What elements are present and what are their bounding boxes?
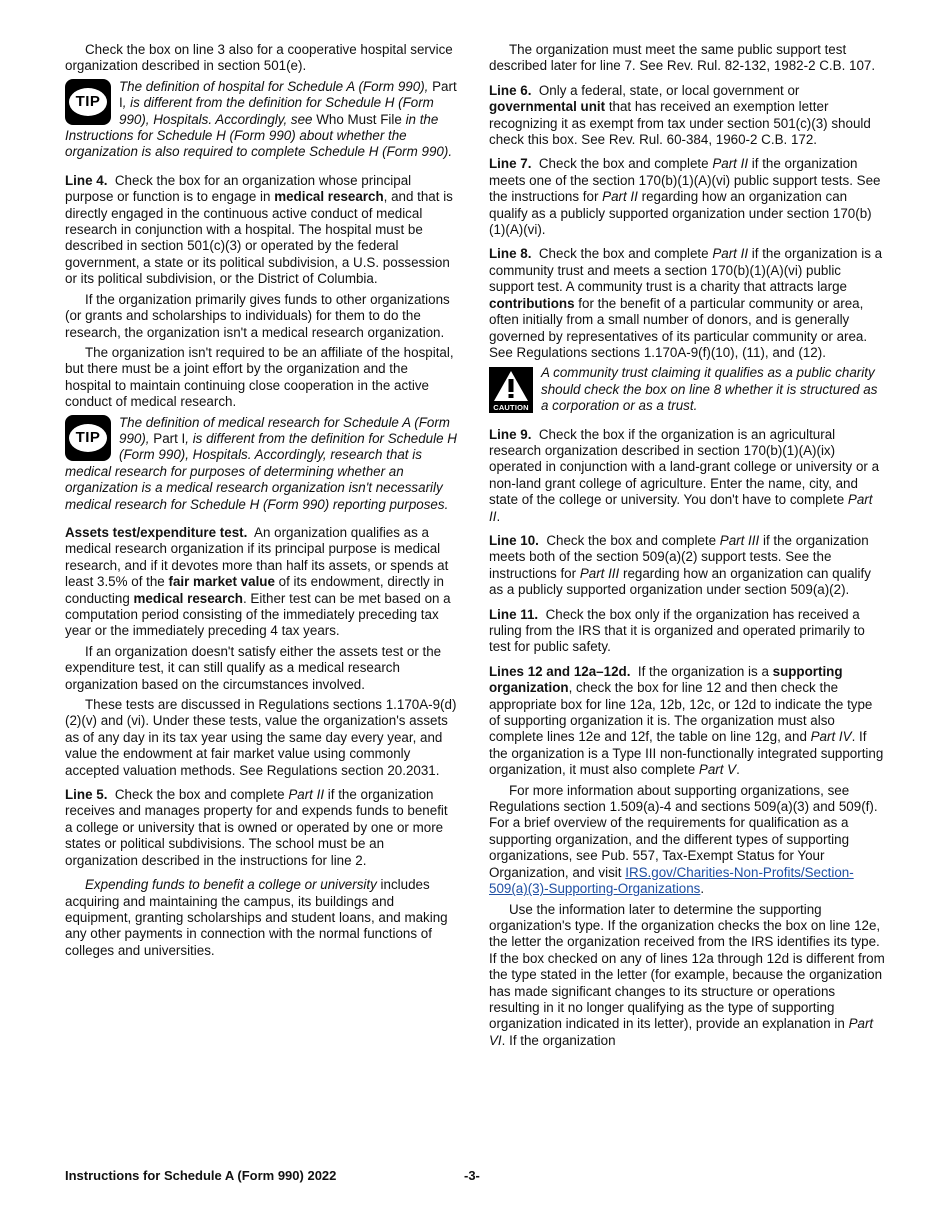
paragraph-line7: Line 7. Check the box and complete Part II if the organization meets one of the section 170(b)(1)(A)(vi) public support tests. See the instructions for Part II regarding how an organization can qualify as a publicly supported organization under section 170(b)(1)(A)(vi). bbox=[489, 156, 881, 238]
paragraph-line3-cooperative: Check the box on line 3 also for a cooperative hospital service organization described in section 501(e). bbox=[65, 42, 453, 74]
paragraph-public-support: The organization must meet the same public support test described later for line 7. See Rev. Rul. 82-132, 1982-2 C.B. 107. bbox=[489, 42, 876, 74]
paragraph-gives-funds: If the organization primarily gives funds to other organizations (or grants and scholarships to individuals) for them to do the research, the organization isn't a medical research organization. bbox=[65, 291, 450, 340]
paragraph-line11: Line 11. Check the box only if the organization has received a ruling from the IRS that it is organized and operated primarily to test for public safety. bbox=[489, 606, 865, 655]
warning-triangle-icon bbox=[493, 370, 529, 402]
paragraph-affiliate: The organization isn't required to be an affiliate of the hospital, but there must be a joint effort by the organization and the hospital to maintain continuing close cooperation in the active conduct of medical research. bbox=[65, 344, 454, 410]
tip-icon: TIP bbox=[65, 415, 111, 461]
paragraph-assets-test: Assets test/expenditure test. An organization qualifies as a medical research organization if its principal purpose is medical research, and if it devotes more than half its assets, or spends at least 3.5% of the fair market value of its endowment, directly in conducting medical research. Either test can be met based on a computation period consisting of the immediately preceding tax year or the immediately preceding 4 tax years. bbox=[65, 524, 451, 639]
tip-medical-research-definition: TIP The definition of medical research for Schedule A (Form 990), Part I, is different from the definition for Schedule H (Form 990), Hospitals. Accordingly, research that is medical research for purposes of determining whether an organization is a medical research organization isn't necessarily medical research for Schedule H (Form 990) reporting purposes. bbox=[65, 414, 457, 512]
left-column bbox=[65, 42, 457, 963]
tip-hospital-definition: TIP The definition of hospital for Schedule A (Form 990), Part I, is different from the definition for Schedule H (Form 990), Hospitals. Accordingly, see Who Must File in the Instructions for Schedule H (Form 990) about whether the organization is also required to complete Schedule H (Form 990). bbox=[65, 78, 457, 160]
footer-title: Instructions for Schedule A (Form 990) 2022 bbox=[65, 1168, 337, 1183]
tip-icon: TIP bbox=[65, 79, 111, 125]
right-column bbox=[489, 42, 887, 1053]
paragraph-line4: Line 4. Check the box for an organization whose principal purpose or function is to engage in medical research, and that is directly engaged in the continuous active conduct of medical research in conjunction with a hospital. The hospital must be described in section 501(c)(3) or operated by the federal government, a state or its political subdivision, a U.S. possession or its political subdivision, or the District of Columbia. bbox=[65, 172, 453, 287]
caution-icon: CAUTION bbox=[489, 367, 533, 413]
paragraph-more-info: For more information about supporting organizations, see Regulations section 1.509(a)-4 and sections 509(a)(3) and 509(f). For a brief overview of the requirements for qualification as a supporting organization, and the different types of supporting organizations, see Pub. 557, Tax-Exempt Status for Your Organization, and visit IRS.gov/Charities-Non-Profits/Section-509(a)(3)-Supporting-Organizations. bbox=[489, 782, 878, 897]
paragraph-regulations: These tests are discussed in Regulations sections 1.170A-9(d)(2)(v) and (vi). Under these tests, value the organization's assets as of any day in its tax year using the same day every year, and value the endowment at fair market value using commonly accepted valuation methods. See Regulations section 20.2031. bbox=[65, 697, 457, 778]
page-number: -3- bbox=[464, 1168, 480, 1183]
paragraph-line6: Line 6. Only a federal, state, or local government or governmental unit that has received an exemption letter recognizing it as exempt from tax under section 501(c)(3) should check this box. See Rev. Rul. 60-384, 1960-2 C.B. 172. bbox=[489, 82, 871, 148]
paragraph-lines12: Lines 12 and 12a–12d. If the organization is a supporting organization, check the box for line 12 and then check the appropriate box for line 12a, 12b, 12c, or 12d to indicate the type of supporting organization it is. The organization must also complete lines 12e and 12f, the table on line 12g, and Part IV. If the organization is a Type III non-functionally integrated supporting organization, it must also complete Part V. bbox=[489, 663, 884, 778]
paragraph-line8: Line 8. Check the box and complete Part II if the organization is a community trust and meets a section 170(b)(1)(A)(vi) public support test. A community trust is a charity that attracts large contributions for the benefit of a particular community or area, often initially from a small number of donors, and is generally governed by representatives of its particular community or area. See Regulations sections 1.170A-9(f)(10), (11), and (12). bbox=[489, 246, 883, 360]
paragraph-expending-funds: Expending funds to benefit a college or university includes acquiring and maintaining the campus, its buildings and equipment, granting scholarships and student loans, and making any other payments in connection with the normal functions of colleges and universities. bbox=[65, 877, 448, 958]
paragraph-line9: Line 9. Check the box if the organization is an agricultural research organization described in section 170(b)(1)(A)(ix) operated in conjunction with a land-grant college or university or a non-land grant college of agriculture. Enter the name, city, and state of the college or university. You don't have to complete Part II. bbox=[489, 426, 880, 524]
paragraph-circumstances: If an organization doesn't satisfy either the assets test or the expenditure test, it can still qualify as a medical research organization based on the circumstances involved. bbox=[65, 643, 442, 692]
irs-supporting-organizations-link[interactable]: IRS.gov/Charities-Non-Profits/Section-509(a)(3)-Supporting-Organizations bbox=[489, 864, 854, 897]
paragraph-use-information: Use the information later to determine the supporting organization's type. If the organization checks the box on line 12e, the letter the organization received from the IRS identifies its type. If the box checked on any of lines 12a through 12d is different from the type stated in the letter (for example, because the organization has made significant changes to its structure or operations resulting in it no longer qualifying as the type of supporting organization indicated in its letter), provide an explanation in Part VI. If the organization bbox=[489, 901, 885, 1048]
paragraph-line5: Line 5. Check the box and complete Part II if the organization receives and manages property for and expends funds to benefit a college or university that is owned or operated by one or more states or political subdivisions. The school must be an organization described in the instructions for line 2. bbox=[65, 787, 448, 868]
caution-community-trust: CAUTION A community trust claiming it qualifies as a public charity should check the box on line 8 whether it is structured as a corporation or as a trust. bbox=[489, 365, 887, 414]
paragraph-line10: Line 10. Check the box and complete Part III if the organization meets both of the section 509(a)(2) support tests. See the instructions for Part III regarding how an organization can qualify as a publicly supported organization under section 509(a)(2). bbox=[489, 532, 871, 598]
